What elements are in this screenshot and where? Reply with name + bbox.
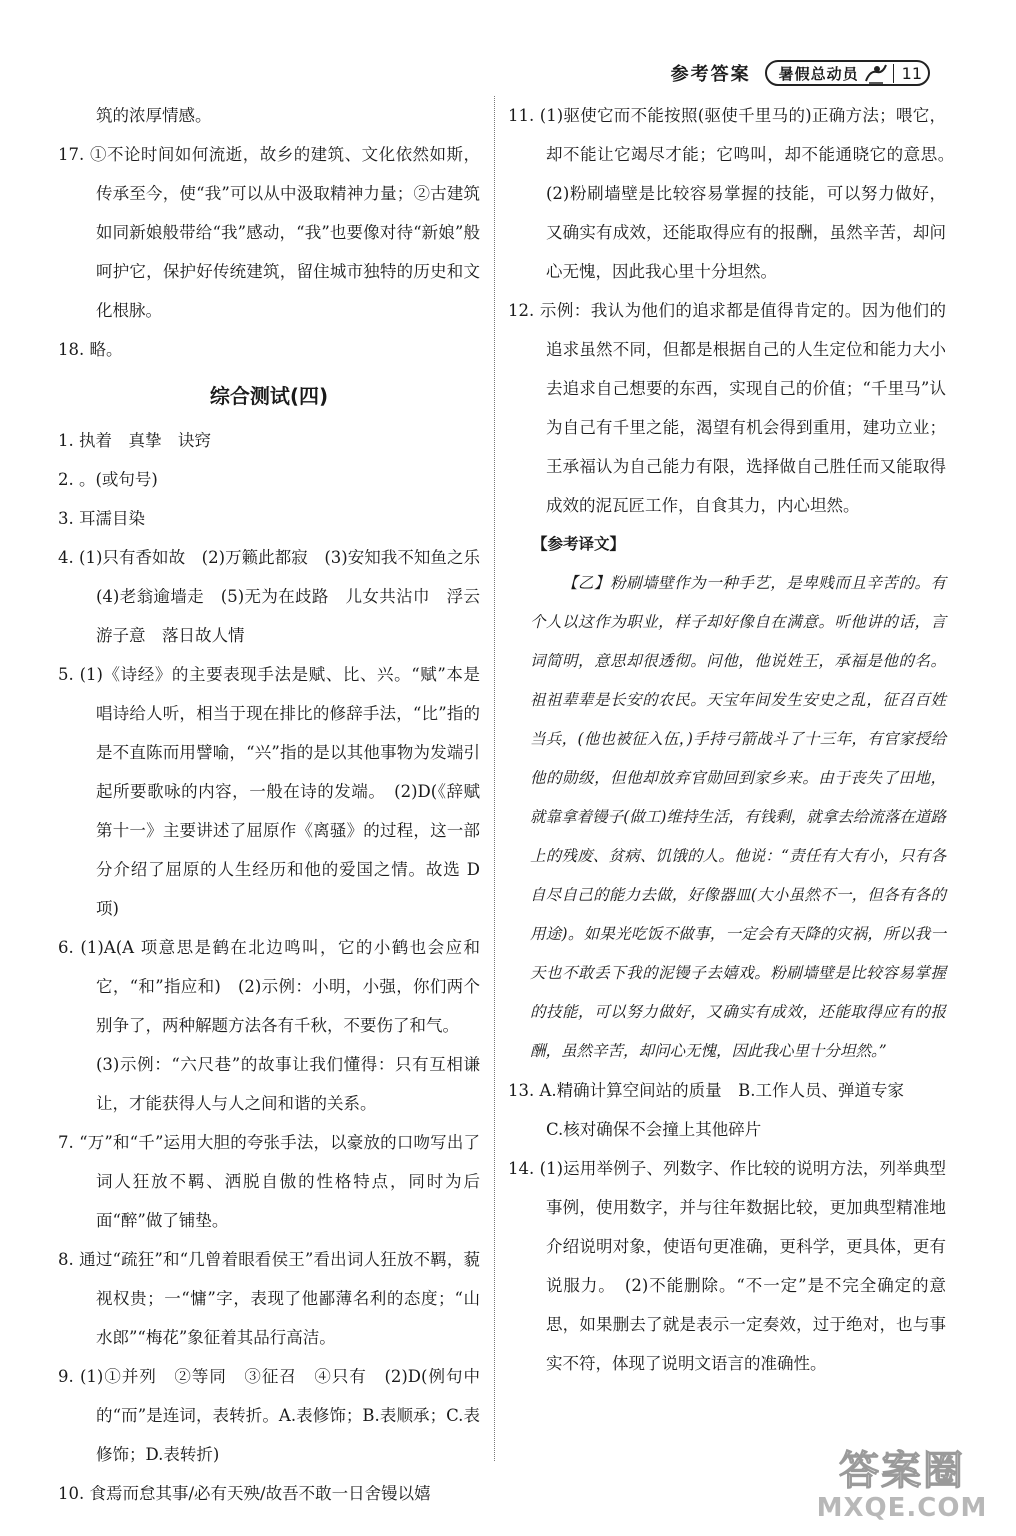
translation-text: 【乙】粉刷墙壁作为一种手艺，是卑贱而且辛苦的。有个人以这作为职业，样子却好像自在满意。听他讲的话，言词简明，意思却很透彻。问他，他说姓王，承福是他的名。祖祖辈辈是长安的农民。天宝年间发生安史之乱，征召百姓当兵，(他也被征入伍，)手持弓箭战斗了十三年，有官家授给他的勋级，但他却放弃官勋回到家乡来。由于丧失了田地，就靠拿着镘子(做工)维持生活，有钱剩，就拿去给流落在道路上的残废、贫病、饥饿的人。他说：“责任有大有小，只有各自尽自己的能力去做，好像器皿(大小虽然不一，但各有各的用途)。如果光吃饭不做事，一定会有天降的灾祸，所以我一天也不敢丢下我的泥镘子去嬉戏。粉刷墙壁是比较容易掌握的技能，可以努力做好，又确实有成效，还能取得应有的报酬，虽然辛苦，却问心无愧，因此我心里十分坦然。” (530, 574, 946, 1060)
answer-14: 14. (1)运用举例子、列数字、作比较的说明方法，列举典型事例，使用数字，并与往年数据比较，更加典型精准地介绍说明对象，使语句更准确，更科学，更具体，更有说服力。 (2)不能删除。“不一定”是不完全确定的意思，如果删去了就是表示一定奏效，过于绝对，也与事实不符，体现了说明文语言的准确性。 (508, 1159, 946, 1373)
mascot-icon (863, 61, 889, 85)
answer-2: 2. 。(或句号) (58, 470, 158, 489)
answer-16-continued: 筑的浓厚情感。 (96, 106, 212, 125)
answer-6-part-3: (3)示例：“六尺巷”的故事让我们懂得：只有互相谦让，才能获得人与人之间和谐的关系。 (96, 1055, 480, 1113)
answer-7: 7. “万”和“千”运用大胆的夸张手法，以豪放的口吻写出了词人狂放不羁、洒脱自傲的性格特点，同时为后面“醉”做了铺垫。 (58, 1133, 480, 1230)
translation-heading: 【参考译文】 (532, 535, 626, 553)
answer-8: 8. 通过“疏狂”和“几曾着眼看侯王”看出词人狂放不羁，藐视权贵；一“慵”字，表现了他鄙薄名利的态度；“山水郎”“梅花”象征着其品行高洁。 (58, 1250, 480, 1347)
watermark-logo (802, 1448, 1002, 1524)
answer-17: 17. ①不论时间如何流逝，故乡的建筑、文化依然如斯，传承至今，使“我”可以从中汲取精神力量；②古建筑如同新娘般带给“我”感动，“我”也要像对待“新娘”般呵护它，保护好传统建筑，留住城市独特的历史和文化根脉。 (58, 145, 480, 320)
right-column (508, 96, 963, 1383)
answer-11: 11. (1)驱使它而不能按照(驱使千里马的)正确方法；喂它，却不能让它竭尽才能；它鸣叫，却不能通晓它的意思。 (2)粉刷墙壁是比较容易掌握的技能，可以努力做好，又确实有成效，还能取得应有的报酬，虽然辛苦，却问心无愧，因此我心里十分坦然。 (508, 106, 963, 281)
answer-18: 18. 略。 (58, 340, 123, 359)
answer-13-part-c: C.核对确保不会撞上其他碎片 (546, 1120, 762, 1139)
answer-3: 3. 耳濡目染 (58, 509, 145, 528)
section-title: 综合测试(四) (209, 384, 329, 408)
watermark-url: MXQE.COM (816, 1493, 988, 1523)
answer-12: 12. 示例：我认为他们的追求都是值得肯定的。因为他们的追求虽然不同，但都是根据自己的人生定位和能力大小去追求自己想要的东西，实现自己的价值；“千里马”认为自己有千里之能，渴望有机会得到重用，建功立业；王承福认为自己能力有限，选择做自己胜任而又能取得成效的泥瓦匠工作，自食其力，内心坦然。 (508, 301, 946, 515)
answer-4: 4. (1)只有香如故 (2)万籁此都寂 (3)安知我不知鱼之乐 (4)老翁逾墙走 (5)无为在歧路 儿女共沾巾 浮云游子意 落日故人情 (58, 548, 497, 645)
answer-13: 13. A.精确计算空间站的质量 B.工作人员、弹道专家 (508, 1081, 905, 1100)
brand-badge (765, 60, 930, 86)
answer-10: 10. 食焉而怠其事/必有天殃/故吾不敢一日舍镘以嬉 (58, 1484, 431, 1503)
column-divider (494, 96, 495, 1461)
answer-9: 9. (1)①并列 ②等同 ③征召 ④只有 (2)D(例句中的“而”是连词，表转折。A.表修饰；B.表顺承；C.表修饰；D.表转折) (58, 1367, 480, 1464)
page-number: 11 (893, 64, 922, 83)
watermark-title: 答案圈 (839, 1448, 965, 1494)
answer-label: 参考答案 (670, 64, 751, 85)
answer-6: 6. (1)A(A 项意思是鹤在北边鸣叫，它的小鹤也会应和它，“和”指应和) (2)示例：小明，小强，你们两个别争了，两种解题方法各有千秋，不要伤了和气。 (58, 938, 480, 1035)
page-header (671, 60, 930, 86)
brand-name: 暑假总动员 (778, 64, 859, 83)
answer-1: 1. 执着 真挚 诀窍 (58, 431, 211, 450)
left-column (58, 96, 497, 1513)
answer-5: 5. (1)《诗经》的主要表现手法是赋、比、兴。“赋”本是唱诗给人听，相当于现在排比的修辞手法，“比”指的是不直陈而用譬喻，“兴”指的是以其他事物为发端引起所要歌咏的内容，一般在诗的发端。 (2)D(《辞赋第十一》主要讲述了屈原作《离骚》的过程，这一部分介绍了屈原的人生经历和他的爱国之情。故选 D 项) (58, 665, 480, 918)
